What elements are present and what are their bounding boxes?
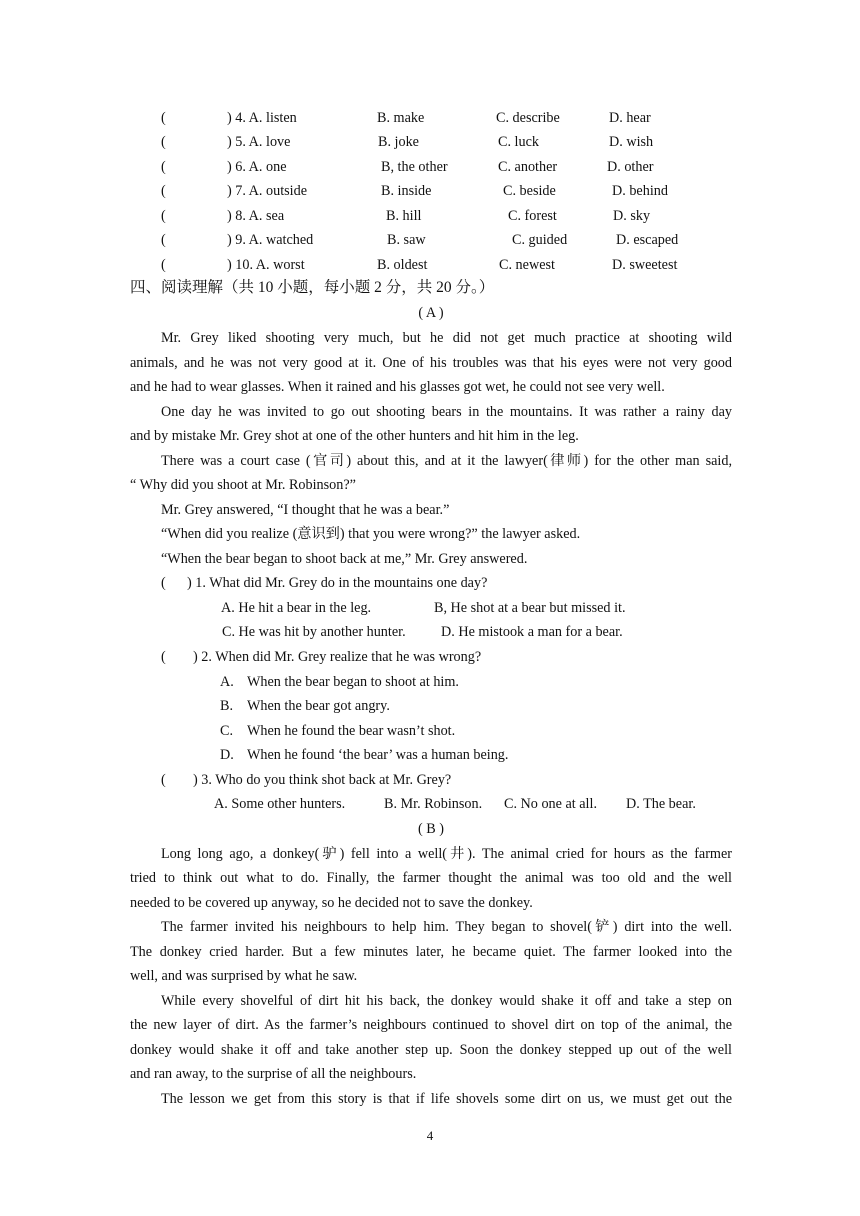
option-letter: D. <box>220 747 234 763</box>
option-letter: A. <box>220 674 234 690</box>
passage-a-line: One day he was invited to go out shooting bears in the mountains. It was rather a rainy day <box>161 404 732 420</box>
option-d: D. other <box>607 159 654 175</box>
answer-paren[interactable]: ( <box>161 183 166 199</box>
option-d: D. The bear. <box>626 796 696 812</box>
passage-b-line: needed to be covered up anyway, so he decided not to save the donkey. <box>130 895 533 911</box>
option-d: When he found ‘the bear’ was a human being. <box>247 747 509 763</box>
option-d: D. behind <box>612 183 668 199</box>
option-letter: B. <box>220 698 234 714</box>
answer-paren[interactable]: ( <box>161 110 166 126</box>
answer-paren[interactable]: ( <box>161 208 166 224</box>
passage-b-line: The lesson we get from this story is that if life shovels some dirt on us, we must get out the <box>161 1091 732 1107</box>
option-c: C. He was hit by another hunter. <box>222 624 406 640</box>
passage-a-line: There was a court case (官司) about this, and at it the lawyer(律师) for the other man said, <box>161 453 732 469</box>
option-c: When he found the bear wasn’t shot. <box>247 723 456 739</box>
option-b: B, He shot at a bear but missed it. <box>434 600 626 616</box>
passage-b-line: The donkey cried harder. But a few minutes later, he became quiet. The farmer looked into the <box>130 944 732 960</box>
option-c: C. newest <box>499 257 555 273</box>
answer-paren[interactable]: ( <box>161 134 166 150</box>
option-b: B. joke <box>378 134 419 150</box>
question-stem: ) 3. Who do you think shot back at Mr. Grey? <box>193 772 452 788</box>
option-a: A. Some other hunters. <box>214 796 346 812</box>
option-c: C. guided <box>512 232 568 248</box>
passage-b-line: well, and was surprised by what he saw. <box>130 968 358 984</box>
passage-a-line: and he had to wear glasses. When it rained and his glasses got wet, he could not see very well. <box>130 379 665 395</box>
option-b: B. hill <box>386 208 422 224</box>
option-c: C. another <box>498 159 558 175</box>
passage-b-line: While every shovelful of dirt hit his back, the donkey would shake it off and take a step on <box>161 993 732 1009</box>
option-c: C. luck <box>498 134 539 150</box>
passage-b-line: Long long ago, a donkey(驴) fell into a well(井). The animal cried for hours as the farmer <box>161 846 732 862</box>
passage-a-label: ( A ) <box>418 305 444 321</box>
question-option-a: ) 5. A. love <box>227 134 291 150</box>
option-a: When the bear began to shoot at him. <box>247 674 459 690</box>
option-a: A. He hit a bear in the leg. <box>221 600 372 616</box>
question-option-a: ) 9. A. watched <box>227 232 314 248</box>
option-c: C. No one at all. <box>504 796 597 812</box>
option-d: D. hear <box>609 110 651 126</box>
passage-a-line: “ Why did you shoot at Mr. Robinson?” <box>130 477 356 493</box>
answer-paren[interactable]: ( <box>161 159 166 175</box>
option-c: C. forest <box>508 208 557 224</box>
question-option-a: ) 7. A. outside <box>227 183 307 199</box>
passage-b-label: ( B ) <box>417 821 444 837</box>
answer-paren[interactable]: ( <box>161 575 166 591</box>
page-number: 4 <box>426 1128 434 1143</box>
passage-a-line: “When the bear began to shoot back at me,” Mr. Grey answered. <box>161 551 528 567</box>
question-option-a: ) 8. A. sea <box>227 208 285 224</box>
question-option-a: ) 10. A. worst <box>227 257 305 273</box>
answer-paren[interactable]: ( <box>161 649 166 665</box>
passage-b-line: the new layer of dirt. As the farmer’s neighbours continued to shovel dirt on top of the animal, the <box>130 1017 732 1033</box>
option-d: D. He mistook a man for a bear. <box>441 624 623 640</box>
option-c: C. beside <box>503 183 556 199</box>
passage-b-line: donkey would shake it off and take another step up. Soon the donkey stepped up out of the well <box>130 1042 732 1058</box>
option-d: D. wish <box>609 134 654 150</box>
option-b: B. inside <box>381 183 432 199</box>
option-d: D. sky <box>613 208 651 224</box>
passage-b-line: and ran away, to the surprise of all the neighbours. <box>130 1066 417 1082</box>
option-letter: C. <box>220 723 234 739</box>
section-heading: 四、阅读理解（共 10 小题，每小题 2 分，共 20 分。） <box>130 279 495 296</box>
passage-a-line: Mr. Grey answered, “I thought that he was a bear.” <box>161 502 450 518</box>
option-b: B. Mr. Robinson. <box>384 796 483 812</box>
question-option-a: ) 6. A. one <box>227 159 287 175</box>
option-d: D. escaped <box>616 232 679 248</box>
answer-paren[interactable]: ( <box>161 232 166 248</box>
passage-a-line: Mr. Grey liked shooting very much, but he did not get much practice at shooting wild <box>161 330 732 346</box>
passage-b-line: tried to think out what to do. Finally, the farmer thought the animal was too old and the well <box>130 870 732 886</box>
option-b: When the bear got angry. <box>247 698 390 714</box>
answer-paren[interactable]: ( <box>161 257 166 273</box>
answer-paren[interactable]: ( <box>161 772 166 788</box>
option-b: B. oldest <box>377 257 428 273</box>
option-b: B, the other <box>381 159 448 175</box>
option-b: B. make <box>377 110 425 126</box>
question-option-a: ) 4. A. listen <box>227 110 297 126</box>
question-stem: ) 2. When did Mr. Grey realize that he was wrong? <box>193 649 482 665</box>
question-stem: ) 1. What did Mr. Grey do in the mountains one day? <box>187 575 488 591</box>
passage-b-line: The farmer invited his neighbours to help him. They began to shovel(铲) dirt into the well. <box>161 919 732 935</box>
passage-a-line: and by mistake Mr. Grey shot at one of the other hunters and hit him in the leg. <box>130 428 579 444</box>
option-b: B. saw <box>387 232 426 248</box>
passage-a-line: animals, and he was not very good at it. One of his troubles was that his eyes were not very good <box>130 355 732 371</box>
option-d: D. sweetest <box>612 257 678 273</box>
option-c: C. describe <box>496 110 560 126</box>
passage-a-line: “When did you realize (意识到) that you were wrong?” the lawyer asked. <box>161 526 581 542</box>
